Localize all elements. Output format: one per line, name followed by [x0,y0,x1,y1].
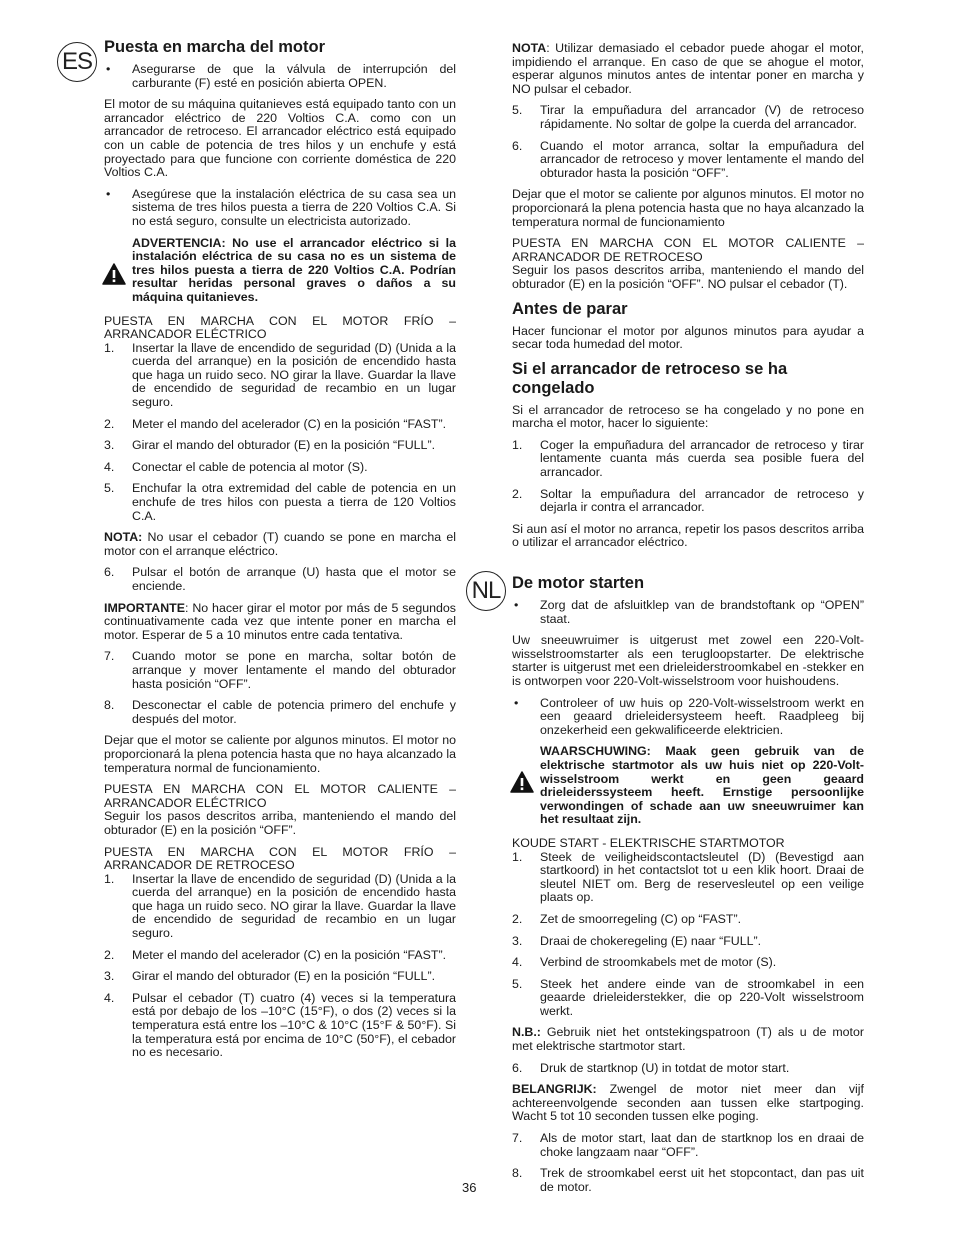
note-paragraph: NOTA: No usar el cebador (T) cuando se pone en marcha el motor con el arranque eléctrico. [104,530,456,558]
list-text: Tirar la empuñadura del arrancador (V) de retroceso rápidamente. No soltar de golpe la cuerda del arrancador. [540,103,864,131]
bullet-item: • Asegúrese que la instalación eléctrica de su casa sea un sistema de tres hilos puesta a tierra de 220 Voltios C.A. Si no está seguro, consulte un electricista autorizado. [106,186,456,228]
list-number: 6. [512,1060,523,1075]
list-item [104,461,456,475]
list-text: Enchufar la otra extremidad del cable de potencia en un enchufe de tres hilos con puesta a tierra de 120 Voltios C.A. [132,481,456,523]
important-paragraph: BELANGRIJK: Zwengel de motor niet meer dan vijf achtereenvolgende seconden aan tussen elke startpoging. Wacht 5 tot 10 seconden tussen elke poging. [512,1082,864,1124]
subheading: PUESTA EN MARCHA CON EL MOTOR CALIENTE – ARRANCADOR ELÉCTRICO [104,782,456,810]
list-number: 2. [512,911,523,926]
steps-list [104,342,456,524]
bullet-item: • Zorg dat de afsluitklep van de brandstoftank op “OPEN” staat. [514,598,864,626]
page-number: 36 [462,1180,477,1195]
list-item [512,439,864,480]
section-title-puesta: Puesta en marcha del motor [104,38,325,56]
warning-triangle-icon [102,263,126,285]
list-number: 2. [512,486,523,501]
list-text: Cuando el motor arranca, soltar la empuñadura del arrancador de retroceso y mover lentamente el mando del obturador hasta la posición “OFF”. [540,138,864,180]
list-text: Zet de smoorregeling (C) op “FAST”. [540,911,742,926]
subheading: PUESTA EN MARCHA CON EL MOTOR FRÍO – ARRANCADOR ELÉCTRICO [104,313,456,342]
list-text: Pulsar el botón de arranque (U) hasta que el motor se enciende. [132,565,456,593]
list-number: 3. [104,969,115,984]
list-number: 7. [104,649,115,664]
list-item [104,949,456,963]
list-text: Meter el mando del acelerador (C) en la posición “FAST”. [132,947,447,962]
paragraph: Uw sneeuwruimer is uitgerust met zowel een 220-Volt-wisselstroomstarter als een terugloopstarter. De elektrische starter is uitgerust met een drieleiderstroomkabel en -stekker en is ontworpen voor 220-Volt-wisselstroom voor huishoudens. [512,633,864,688]
bullet-item: • Asegurarse de que la válvula de interrupción del carburante (F) esté en posición abierta OPEN. [106,62,456,90]
list-item [104,439,456,453]
list-text: Insertar la llave de encendido de seguridad (D) (Unida a la cuerda del arranque) en la posición de encendido hasta que haga un ruido seco. NO girar la llave. Guardar la llave de encendido de seguridad de recambio en un lugar seguro. [132,871,456,941]
list-number: 5. [104,481,115,496]
note-paragraph: N.B.: Gebruik niet het ontstekingspatroon (T) als u de motor met elektrische startmotor start. [512,1025,864,1054]
paragraph: Si aun así el motor no arranca, repetir los pasos descritos arriba o utilizar el arrancador eléctrico. [512,521,864,550]
list-text: Druk de startknop (U) in totdat de motor start. [540,1060,790,1075]
list-number: 1. [104,871,115,886]
list-number: 4. [104,459,115,474]
list-item [512,488,864,515]
list-item [104,482,456,523]
list-text: Girar el mando del obturador (E) en la posición “FULL”. [132,969,436,984]
list-item [104,992,456,1060]
list-number: 1. [104,340,115,355]
right-column [512,42,864,1202]
subheading: PUESTA EN MARCHA CON EL MOTOR FRÍO – ARRANCADOR DE RETROCESO [104,844,456,873]
important-paragraph: IMPORTANTE: No hacer girar el motor por más de 5 segundos continuativamente cada vez que intente poner en marcha el motor. Esperar de 5 a 10 minutos entre cada tentativa. [104,600,456,642]
list-text: Pulsar el cebador (T) cuatro (4) veces si la temperatura está por debajo de los –10°C (15°F), o dos (2) veces si la temperatura está entre los –10°C & 10°C (15°F & 50°F). Si la temperatura está por encima de 10°C (50°F), el cebador no es necesario. [132,990,456,1060]
list-text: Desconectar el cable de potencia primero del enchufe y después del motor. [132,698,456,726]
list-item [104,970,456,984]
list-number: 3. [512,933,523,948]
list-item [512,913,864,927]
list-item [104,699,456,726]
list-number: 2. [104,947,115,962]
warning-block [512,745,864,827]
list-text: Als de motor start, laat dan de startknop los en draai de choke langzaam naar “OFF”. [540,1131,864,1159]
list-item [104,650,456,691]
left-column [104,38,456,1068]
list-number: 1. [512,849,523,864]
bullet-item: • Controleer of uw huis op 220-Volt-wisselstroom werkt en een geaard drieleidersysteem heeft. Raadpleeg bij onzekerheid een gekwalificeerde elektricien. [514,695,864,737]
section-title-starten: De motor starten [512,574,645,593]
list-item [104,873,456,941]
list-number: 7. [512,1131,523,1146]
list-text: Steek de veiligheidscontactsleutel (D) (Bevestigd aan startkoord) in het contactslot tot u een klik hoort. Draai de sleutel NIET om. Berg de reservesleutel op een veilige plaats op. [540,849,864,905]
paragraph: Seguir los pasos descritos arriba, manteniendo el mando del obturador (E) en la posición “OFF”. [104,809,456,837]
list-item [512,1062,864,1076]
paragraph: Dejar que el motor se caliente por algunos minutos. El motor no proporcionará la plena potencia hasta que no haya alcanzado la temperatura normal de funcionamiento. [104,733,457,775]
list-number: 8. [512,1166,523,1181]
list-text: Steek het andere einde van de stroomkabel in een geaarde drieleiderstekker, die op 220-Volt wisselstroom werkt. [540,976,864,1018]
language-badge-es: ES [57,42,97,82]
list-text: Draai de chokeregeling (E) naar “FULL”. [540,933,762,948]
list-number: 4. [104,990,115,1005]
list-item [512,1167,864,1194]
warning-text: WAARSCHUWING: Maak geen gebruik van de elektrische startmotor als uw huis niet op 220-Volt-wisselstroom werkt en geen geaard drieleiderssysteem heeft. Ernstige persoonlijke verwondingen of schade aan uw sneeuwruimer kan het resultaat zijn. [540,744,864,827]
paragraph: Hacer funcionar el motor por algunos minutos para ayudar a secar toda humedad del motor. [512,323,864,352]
list-item [512,978,864,1019]
paragraph: Si el arrancador de retroceso se ha congelado y no pone en marcha el motor, hacer lo siguiente: [512,402,864,431]
list-number: 6. [104,565,115,580]
warning-text: ADVERTENCIA: No use el arrancador eléctrico si la instalación eléctrica de su casa no es un sistema de tres hilos puesta a tierra de 220 Voltios C.A. Podrían resultar heridas personal graves o daños a su máquina quitanieves. [132,235,456,304]
section-title-antes: Antes de parar [512,299,628,318]
list-item [512,104,864,131]
list-text: Meter el mando del acelerador (C) en la posición “FAST”. [132,416,447,431]
list-item [104,342,456,410]
list-text: Verbind de stroomkabels met de motor (S). [540,955,777,970]
list-number: 1. [512,437,523,452]
list-text: Coger la empuñadura del arrancador de retroceso y tirar lentamente cuanta más cuerda sea posible fuera del arrancador. [540,437,864,480]
list-item [512,935,864,949]
list-number: 6. [512,138,523,153]
list-text: Insertar la llave de encendido de seguridad (D) (Unida a la cuerda del arranque) en la posición de encendido hasta que haga un ruido seco. NO girar la llave. Guardar la llave de encendido de seguridad de recambio en un lugar seguro. [132,340,456,410]
warning-block [104,237,456,305]
list-text: Girar el mando del obturador (E) en la posición “FULL”. [132,438,436,453]
paragraph: El motor de su máquina quitanieves está equipado tanto con un arrancador eléctrico de 220 Voltios C.A. como con un arrancador de retroceso. El arrancador eléctrico está equipado con un cable de potencia de tres hilos y un enchufe y está proyectado para que funcione con corriente doméstica de 220 Voltios C.A. [104,97,456,180]
section-title-congelado: Si el arrancador de retroceso se ha congelado [512,359,788,397]
list-item [512,956,864,970]
note-paragraph: NOTA: Utilizar demasiado el cebador puede ahogar el motor, impidiendo el arranque. En caso de que se ahogue el motor, esperar algunos minutos antes de intentar poner en marcha y NO pulsar el cebador. [512,41,864,96]
list-text: Soltar la empuñadura del arrancador de retroceso y dejarla ir contra el arrancador. [540,486,864,515]
language-badge-nl: NL [466,571,506,611]
list-number: 2. [104,416,115,431]
list-text: Trek de stroomkabel eerst uit het stopcontact, dan pas uit de motor. [540,1166,864,1194]
list-item [512,1132,864,1159]
list-number: 5. [512,103,523,118]
list-number: 5. [512,976,523,991]
paragraph: Dejar que el motor se caliente por algunos minutos. El motor no proporcionará la plena potencia hasta que no haya alcanzado la temperatura normal de funcionamiento [512,187,865,229]
subheading: KOUDE START - ELEKTRISCHE STARTMOTOR [512,835,785,850]
list-item [104,418,456,432]
list-text: Conectar el cable de potencia al motor (S). [132,459,368,474]
list-item [104,566,456,593]
warning-triangle-icon [510,771,534,793]
list-item [512,851,864,905]
list-item [512,140,864,181]
paragraph: Seguir los pasos descritos arriba, manteniendo el mando del obturador (E) en la posición “OFF”. NO pulsar el cebador (T). [512,263,864,291]
list-number: 4. [512,955,523,970]
list-number: 8. [104,698,115,713]
subheading: PUESTA EN MARCHA CON EL MOTOR CALIENTE – ARRANCADOR DE RETROCESO [512,236,864,264]
list-number: 3. [104,438,115,453]
list-text: Cuando motor se pone en marcha, soltar botón de arranque y mover lentamente el mando del obturador hasta posición “OFF”. [132,649,456,691]
